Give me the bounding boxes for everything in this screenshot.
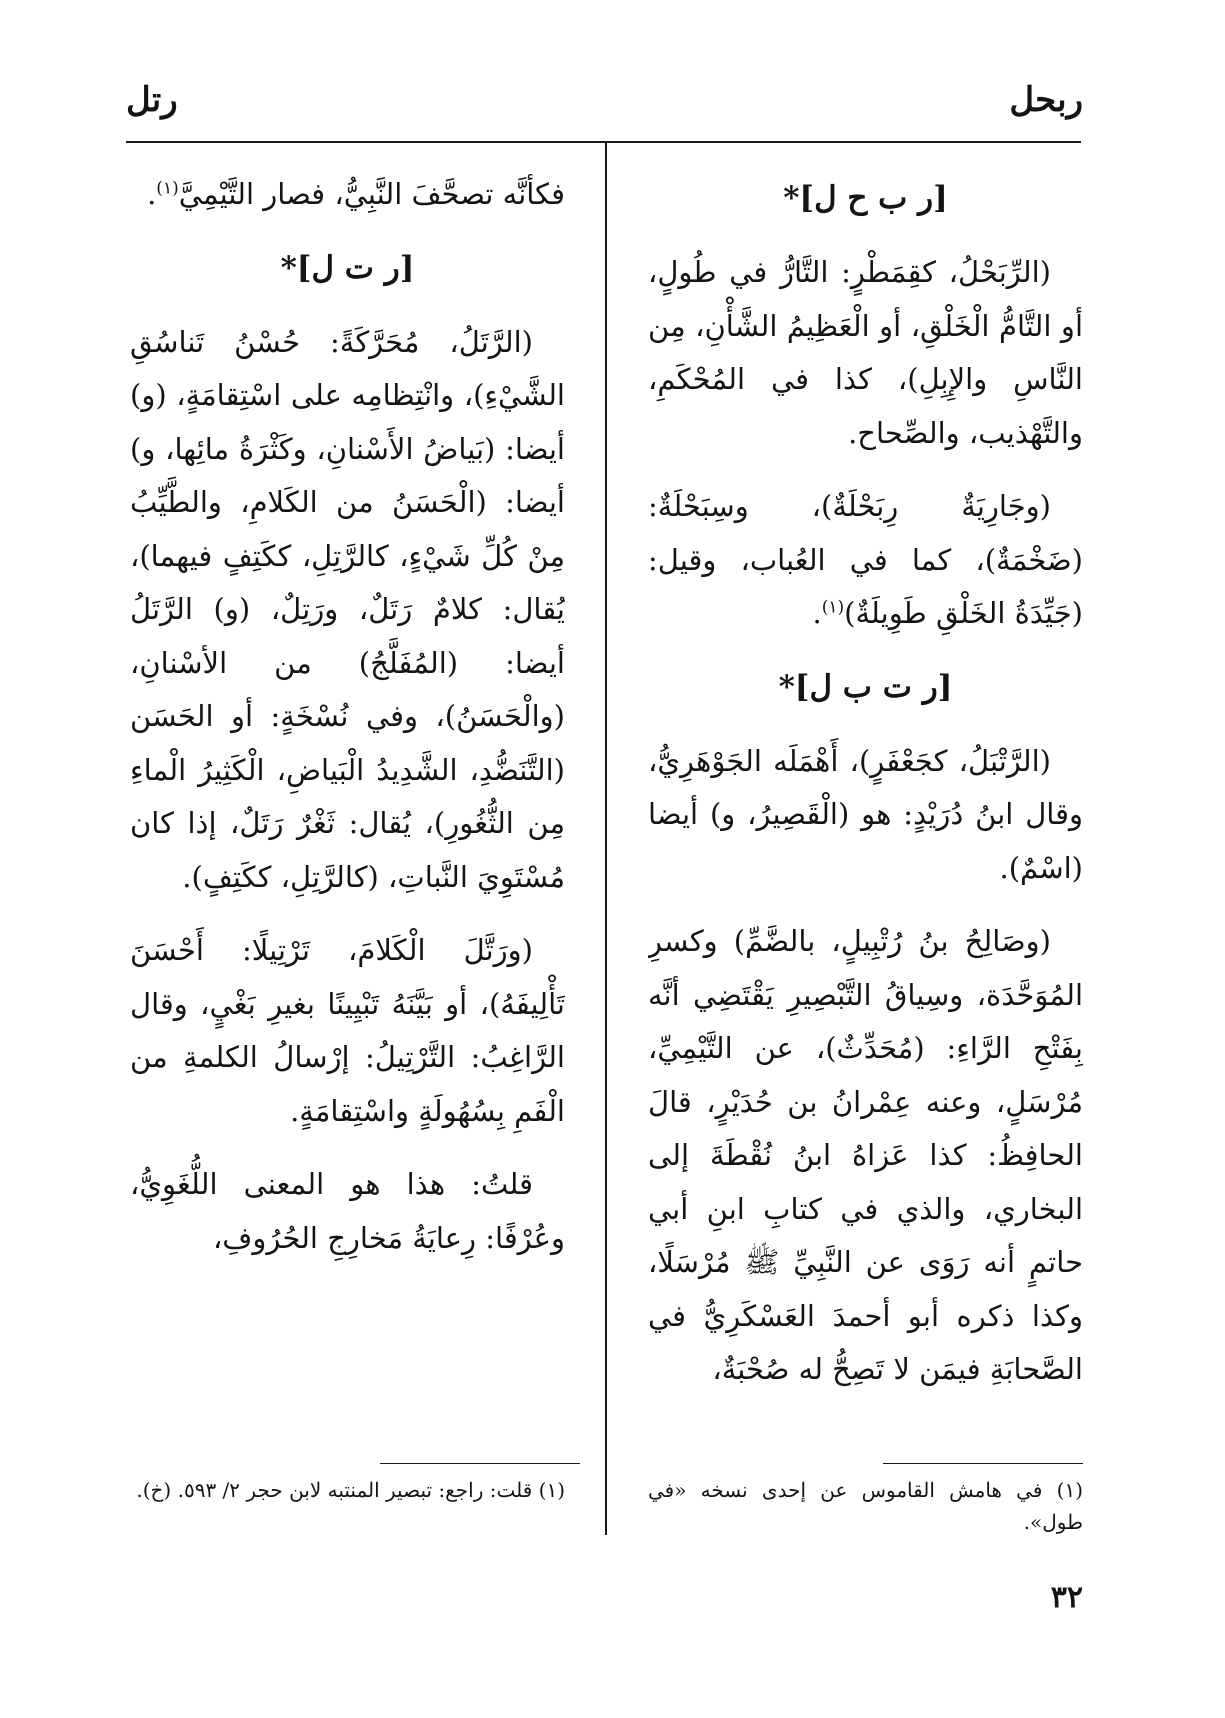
entry-rbhl-paragraph-2 — [648, 480, 1083, 641]
entry-rtl-paragraph-3: قلتُ: هذا هو المعنى اللُّغَوِيُّ، وعُرْفًا: رِعايَةُ مَخارِجِ الحُرُوفِ، — [130, 1167, 565, 1255]
running-head-right: ربحل — [1009, 80, 1083, 120]
sentence-end: . — [812, 596, 822, 630]
footnote-marker: (١) — [821, 597, 845, 618]
left-column — [130, 168, 565, 1432]
column-divider — [605, 141, 607, 1535]
entry-rtl-paragraph-2: (ورَتَّلَ الْكَلامَ، تَرْتِيلًا: أَحْسَنَ تَأْلِيفَهُ)، أو بَيَّنَهُ تَبْيِينًا بغيرِ بَغْيٍ، وقال الرَّاغِبُ: التَّرْتِيلُ: إرْسالُ الكلمةِ من الْفَمِ بِسُهُولَةٍ واسْتِقامَةٍ. — [130, 933, 565, 1128]
footnote-left: (١) قلت: راجع: تبصير المنتبه لابن حجر ٢/ ٥٩٣. (خ). — [136, 1478, 565, 1502]
sentence-end: . — [147, 177, 157, 211]
footnote-rule-left — [380, 1463, 580, 1464]
right-column — [648, 168, 1083, 1432]
continued-paragraph — [130, 168, 565, 222]
continued-paragraph-text: فكأنَّه تصحَّفَ النَّبِيُّ، فصار التَّيْمِيَّ — [178, 177, 565, 211]
entry-heading-rtbl: [ر ت ب ل]* — [778, 668, 953, 705]
footnote-marker: (١) — [156, 178, 179, 199]
footnote-rule-right — [883, 1463, 1083, 1464]
running-head-left: رتل — [126, 80, 178, 120]
header-rule — [126, 141, 1081, 143]
entry-rtl-paragraph-1: (الرَّتَلُ، مُحَرَّكَةً: حُسْنُ تَناسُقِ الشَّيْءِ)، وانْتِظامِه على اسْتِقامَةٍ، (و) أيضا: (بَياضُ الأَسْنانِ، وكَثْرَةُ مائِها، و) أيضا: (الْحَسَنُ من الكَلامِ، والطَّيِّبُ مِنْ كُلِّ شَيْءٍ، كالرَّتِلِ، ككَتِفٍ فيهما)، يُقال: كلامٌ رَتَلٌ، ورَتِلٌ، (و) الرَّتَلُ أيضا: (المُفَلَّجُ) من الأسْنانِ، (والْحَسَنُ)، وفي نُسْخَةٍ: أو الحَسَن (التَّنَضُّدِ، الشَّدِيدُ الْبَياضِ، الْكَثِيرُ الْماءِ مِن الثُّغُورِ)، يُقال: ثَغْرٌ رَتَلٌ، إذا كان مُسْتَوِيَ النَّباتِ، (كالرَّتِلِ، ككَتِفٍ). — [130, 324, 565, 894]
entry-rbhl-paragraph-2-text: (وجَارِيَةٌ رِبَحْلَةٌ)، وسِبَحْلَةٌ: (ضَخْمَةٌ)، كما في العُباب، وقيل: (جَيِّدَةُ الخَلْقِ طَوِيلَةٌ) — [648, 489, 1083, 630]
entry-rtbl-paragraph-2: (وصَالِحُ بنُ رُتْبِيلٍ، بالضَّمِّ) وكسرِ المُوَحَّدَة، وسِياقُ التَّبْصِيرِ يَقْتَضِي أنَّه بِفَتْحِ الرَّاءِ: (مُحَدِّثٌ)، عن التَّيْمِيِّ، مُرْسَلٍ، وعنه عِمْرانُ بن حُدَيْرٍ، قالَ الحافِظُ: كذا عَزاهُ ابنُ نُقْطَةَ إلى البخاري، والذي في كتابِ ابنِ أبي حاتمٍ أنه رَوَى عن النَّبِيِّ ﷺ مُرْسَلًا، وكذا ذكره أبو أحمدَ العَسْكَرِيُّ في الصَّحابَةِ فيمَن لا تَصِحُّ له صُحْبَةٌ، — [648, 924, 1083, 1386]
page-number: ٣٢ — [1050, 1580, 1083, 1615]
entry-heading-rtl: [ر ت ل]* — [280, 249, 415, 286]
footnote-right: (١) في هامش القاموس عن إحدى نسخه «في طول». — [648, 1478, 1083, 1534]
entry-rtbl-paragraph-1: (الرَّتْبَلُ، كجَعْفَرٍ)، أَهْمَلَه الجَوْهَرِيُّ، وقال ابنُ دُرَيْدٍ: هو (الْقَصِيرُ، و) أيضا (اسْمٌ). — [648, 743, 1083, 885]
entry-heading-rbhl: [ر ب ح ل]* — [783, 180, 948, 216]
entry-rbhl-paragraph-1: (الرِّبَحْلُ، كقِمَطْرٍ: التَّارُّ في طُولٍ، أو التَّامُّ الْخَلْقِ، أو الْعَظِيمُ الشَّأْنِ، مِن النَّاسِ والإِبِلِ)، كذا في المُحْكَمِ، والتَّهْذيب، والصِّحاح. — [648, 255, 1083, 450]
